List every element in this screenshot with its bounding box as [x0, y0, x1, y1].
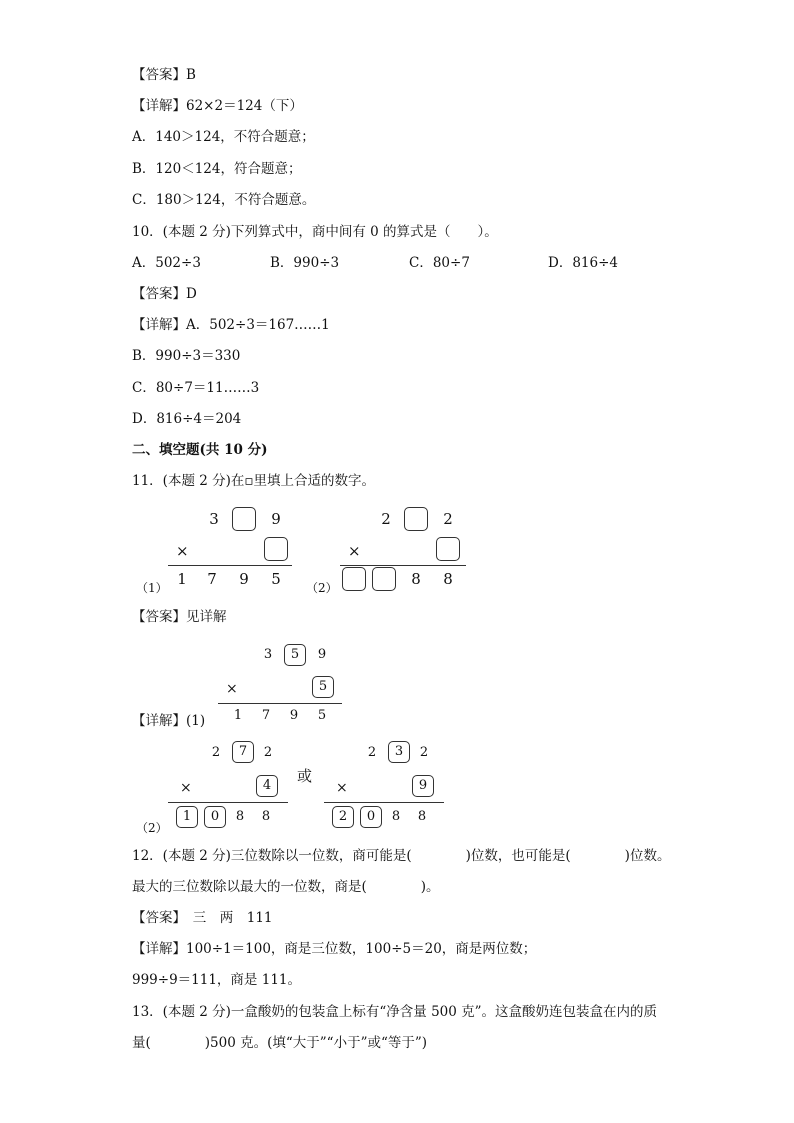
filled-box: 5 — [284, 644, 306, 666]
blank-box[interactable] — [232, 507, 256, 531]
digit: 8 — [417, 809, 427, 824]
explanation-12-b: 999÷9＝111，商是 111。 — [132, 972, 301, 988]
digit: 8 — [391, 809, 401, 824]
problem-2-label: （2） — [306, 581, 338, 595]
blank-box[interactable] — [404, 507, 428, 531]
digit: 1 — [233, 708, 243, 723]
digit: 1 — [177, 570, 187, 588]
digit: 5 — [317, 708, 327, 723]
problem-2-calc — [340, 505, 470, 595]
filled-box: 2 — [332, 806, 354, 828]
blank-box[interactable] — [436, 537, 460, 561]
blank-box[interactable] — [372, 567, 396, 591]
times-sign: × — [348, 542, 361, 560]
option-a: A．502÷3 — [132, 255, 201, 271]
digit: 8 — [261, 809, 271, 824]
option-b: B．990÷3 — [270, 255, 340, 271]
filled-box: 4 — [256, 775, 278, 797]
digit: 9 — [271, 510, 281, 528]
blank-box[interactable] — [264, 537, 288, 561]
answer-1-calc — [218, 643, 348, 727]
times-sign: × — [336, 780, 348, 796]
question-10: 10．(本题 2 分)下列算式中，商中间有 0 的算式是（ ）。 — [132, 224, 498, 240]
filled-box: 1 — [176, 806, 198, 828]
underline — [340, 565, 466, 566]
problem-1-label: （1） — [136, 581, 168, 595]
filled-box: 9 — [412, 775, 434, 797]
answer-2b-calc — [324, 740, 454, 835]
explanation-9-a: A．140＞124，不符合题意； — [132, 129, 315, 145]
filled-box: 0 — [204, 806, 226, 828]
digit: 7 — [261, 708, 271, 723]
digit: 2 — [419, 745, 429, 760]
digit: 2 — [263, 745, 273, 760]
digit: 8 — [443, 570, 453, 588]
problem-1-calc — [168, 505, 298, 595]
explanation-10-a: 【详解】A．502÷3＝167……1 — [132, 317, 330, 333]
answer-2-label: （2） — [136, 821, 168, 835]
explanation-12-a: 【详解】100÷1＝100，商是三位数，100÷5＝20，商是两位数； — [132, 941, 537, 957]
digit: 3 — [209, 510, 219, 528]
filled-box: 0 — [360, 806, 382, 828]
digit: 5 — [271, 570, 281, 588]
question-12-line-2: 最大的三位数除以最大的一位数，商是( )。 — [132, 879, 440, 895]
explanation-11-label: 【详解】(1) — [132, 713, 206, 729]
underline — [324, 802, 444, 803]
times-sign: × — [176, 542, 189, 560]
filled-box: 3 — [388, 741, 410, 763]
digit: 9 — [239, 570, 249, 588]
digit: 8 — [411, 570, 421, 588]
digit: 2 — [367, 745, 377, 760]
answer-2a-calc — [168, 740, 298, 835]
or-text: 或 — [297, 767, 313, 785]
explanation-10-d: D．816÷4＝204 — [132, 411, 242, 427]
answer-10: 【答案】D — [132, 286, 197, 302]
question-11: 11．(本题 2 分)在▫里填上合适的数字。 — [132, 473, 376, 489]
digit: 2 — [381, 510, 391, 528]
blank-box[interactable] — [342, 567, 366, 591]
underline — [168, 802, 288, 803]
answer-12: 【答案】 三 两 111 — [132, 910, 273, 926]
answer-11: 【答案】见详解 — [132, 609, 227, 625]
section-heading: 二、填空题(共 10 分) — [132, 442, 268, 458]
filled-box: 7 — [232, 741, 254, 763]
explanation-9-b: B．120＜124，符合题意； — [132, 161, 302, 177]
explanation-9: 【详解】62×2＝124（下） — [132, 98, 303, 114]
option-c: C．80÷7 — [409, 255, 470, 271]
digit: 9 — [289, 708, 299, 723]
digit: 7 — [207, 570, 217, 588]
underline — [168, 565, 292, 566]
explanation-10-b: B．990÷3＝330 — [132, 348, 241, 364]
digit: 8 — [235, 809, 245, 824]
digit: 9 — [317, 647, 327, 662]
filled-box: 5 — [312, 676, 334, 698]
times-sign: × — [226, 681, 238, 697]
digit: 2 — [443, 510, 453, 528]
question-13-line-1: 13．(本题 2 分)一盒酸奶的包装盒上标有“净含量 500 克”。这盒酸奶连包装盒在内的质 — [132, 1004, 658, 1020]
answer-9: 【答案】B — [132, 67, 196, 83]
underline — [218, 703, 342, 704]
option-d: D．816÷4 — [548, 255, 618, 271]
question-12-line-1: 12．(本题 2 分)三位数除以一位数，商可能是( )位数，也可能是( )位数。 — [132, 848, 671, 864]
explanation-10-c: C．80÷7＝11……3 — [132, 380, 260, 396]
digit: 3 — [263, 647, 273, 662]
digit: 2 — [211, 745, 221, 760]
question-13-line-2: 量( )500 克。(填“大于”“小于”或“等于”) — [132, 1035, 428, 1051]
explanation-9-c: C．180＞124，不符合题意。 — [132, 192, 316, 208]
times-sign: × — [180, 780, 192, 796]
